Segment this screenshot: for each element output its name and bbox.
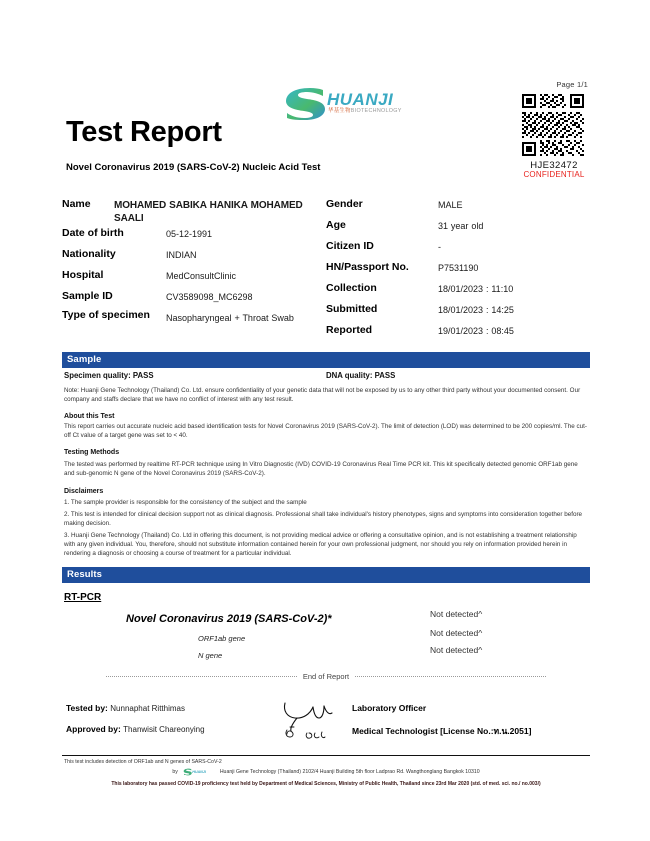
role-laboratory-officer: Laboratory Officer: [352, 703, 427, 714]
disclaimer-item: 1. The sample provider is responsible for the consistency of the subject and the sample: [64, 498, 307, 506]
info-value: 05-12-1991: [166, 229, 213, 239]
info-row-hospital: [62, 267, 326, 288]
patient-info-right-column: [326, 196, 590, 343]
result-value: Not detected^: [430, 628, 483, 639]
report-subtitle: Novel Coronavirus 2019 (SARS-CoV-2) Nucleic Acid Test: [66, 162, 321, 173]
about-body: This report carries out accurate nucleic acid based identification tests for Novel Coronavirus 2019 (SARS-CoV-2). The limit of detection (LOD) was determined to be 200 copies/ml. The cut-off Ct value of a target gene was set to < 40.: [64, 423, 588, 439]
huanji-mini-logo-icon: [182, 767, 216, 776]
info-value: CV3589098_MC6298: [166, 292, 253, 302]
info-row-reported: [326, 322, 590, 343]
approved-by-row: [66, 724, 205, 734]
result-value: Not detected^: [430, 645, 483, 656]
info-value: MALE: [438, 200, 463, 210]
info-label: Reported: [326, 324, 373, 336]
page-number: Page 1/1: [556, 80, 588, 89]
svg-text:华基生物BIOTECHNOLOGY: 华基生物BIOTECHNOLOGY: [328, 108, 402, 114]
page-title: Test Report: [66, 116, 222, 148]
handwritten-signature-icon: [277, 697, 349, 743]
huanji-logo: [280, 84, 430, 120]
info-row-gender: [326, 196, 590, 217]
info-label: Collection: [326, 282, 377, 294]
approved-by-label: Approved by:: [66, 724, 121, 735]
info-label: Submitted: [326, 303, 378, 315]
info-value: MOHAMED SABIKA HANIKA MOHAMED SAALI: [114, 200, 303, 224]
footer-company-row: [62, 767, 590, 776]
info-value: 19/01/2023 : 08:45: [438, 326, 514, 336]
info-row-collection: [326, 280, 590, 301]
info-label: Hospital: [62, 269, 104, 281]
tested-by-label: Tested by:: [66, 703, 108, 714]
info-label: Type of specimen: [62, 309, 150, 321]
results-method-label: RT-PCR: [64, 592, 102, 604]
section-header-results: Results: [62, 567, 590, 583]
info-row-nationality: [62, 246, 326, 267]
info-label: Nationality: [62, 248, 116, 260]
result-row-orf1ab: [62, 628, 590, 644]
svg-text:HUANJI: HUANJI: [192, 770, 206, 775]
info-label: Citizen ID: [326, 240, 374, 252]
qr-block: [520, 92, 588, 179]
disclaimers-list: [62, 499, 590, 559]
section-header-sample: Sample: [62, 352, 590, 368]
divider-left: [106, 676, 297, 677]
info-row-passport: [326, 259, 590, 280]
report-code: HJE32472: [530, 160, 578, 171]
signature-names: [66, 703, 205, 745]
result-row-ngene: [62, 645, 590, 661]
info-value: INDIAN: [166, 250, 197, 260]
confidentiality-note: Note: Huanji Gene Technology (Thailand) Co. Ltd. ensure confidentiality of your genetic data that will not be exposed by us to any other third party without your documented consent. Our company and staffs declare that we have no conflict of interest with any test result.: [64, 387, 581, 403]
info-row-specimen-type: [62, 309, 326, 330]
sample-quality-row: [62, 368, 590, 382]
info-label: Date of birth: [62, 227, 124, 239]
signature-roles: [352, 703, 531, 749]
result-value: Not detected^: [430, 609, 483, 620]
specimen-quality: Specimen quality: PASS: [64, 371, 154, 380]
approved-by-name: Thanwisit Chareonying: [123, 725, 205, 735]
tested-by-name: Nunnaphat Ritthimas: [110, 704, 185, 714]
info-label: HN/Passport No.: [326, 261, 409, 273]
info-value: 31 year old: [438, 221, 484, 231]
report-header: [62, 58, 590, 178]
patient-info-left-column: [62, 196, 326, 343]
info-label: Name: [62, 198, 91, 210]
info-row-sample-id: [62, 288, 326, 309]
qr-code-icon: [520, 92, 586, 158]
disclaimer-item: 2. This test is intended for clinical decision support not as clinical diagnosis. Professional shall take individual's history phenotypes, signs and symptoms into consideration together before making decision.: [64, 511, 583, 527]
info-value: P7531190: [438, 263, 479, 273]
role-medical-technologist: Medical Technologist [License No.:ท.น.2051]: [352, 726, 532, 737]
info-label: Sample ID: [62, 290, 113, 302]
disclaimers-heading: Disclaimers: [64, 487, 104, 495]
result-row-virus: [62, 609, 590, 624]
info-label: Gender: [326, 198, 363, 210]
result-name: ORF1ab gene: [198, 634, 246, 644]
footer-divider: [62, 755, 590, 756]
methods-heading: Testing Methods: [64, 449, 120, 457]
info-value: Nasopharyngeal + Throat Swab: [166, 313, 294, 323]
end-of-report: [62, 672, 590, 681]
info-value: 18/01/2023 : 11:10: [438, 284, 514, 294]
methods-body: The tested was performed by realtime RT-PCR technique using In Vitro Diagnostic (IVD) COVID-19 Coronavirus Real Time PCR kit. This kit specifically detected genomic ORF1ab gene and sub-genomic N gene of the Novel Coronavirus 2019 (SARS-CoV-2).: [64, 461, 578, 477]
about-heading: About this Test: [64, 413, 115, 421]
info-value: -: [438, 242, 441, 252]
dna-quality: DNA quality: PASS: [326, 371, 396, 380]
footer-address: Huanji Gene Technology (Thailand) 2102/4 Huanji Building 5th floor Ladprao Rd. Wangthonglang Bangkok 10310: [219, 768, 480, 775]
info-row-citizen-id: [326, 238, 590, 259]
info-row-age: [326, 217, 590, 238]
info-value: 18/01/2023 : 14:25: [438, 305, 514, 315]
info-value: MedConsultClinic: [166, 271, 237, 281]
disclaimer-item: 3. Huanji Gene Technology (Thailand) Co. Ltd in offering this document, is not providing medical advice or offering a consultative opinion, and is not establishing a treatment relationship with any given individual. You, therefore, should not substitute information contained herein for your own professional judgment, nor should you rely on information provided herein in rendering a diagnosis or choosing a course of treatment for a particular individual.: [64, 532, 577, 557]
end-of-report-label: End of Report: [302, 672, 350, 682]
footer-by-label: by: [172, 768, 178, 775]
confidential-badge: CONFIDENTIAL: [523, 170, 585, 179]
report-sheet: [62, 58, 590, 787]
info-row-name: [62, 196, 326, 225]
patient-info: [62, 196, 590, 343]
result-name: N gene: [198, 651, 223, 661]
info-label: Age: [326, 219, 346, 231]
info-row-dob: [62, 225, 326, 246]
tested-by-row: [66, 703, 205, 713]
footer-accreditation: This laboratory has passed COVID-19 proficiency test held by Department of Medical Sciences, Ministry of Public Health, Thailand since 23rd Mar 2020 (std. of med. sci. no./ no.003/): [111, 781, 541, 788]
divider-right: [355, 676, 546, 677]
svg-text:HUANJI: HUANJI: [327, 90, 394, 109]
result-name: Novel Coronavirus 2019 (SARS-CoV-2)*: [126, 613, 332, 626]
signature-block: [62, 703, 590, 751]
info-row-submitted: [326, 301, 590, 322]
footer-gene-note: This test includes detection of ORF1ab and N genes of SARS-CoV-2: [64, 759, 222, 766]
